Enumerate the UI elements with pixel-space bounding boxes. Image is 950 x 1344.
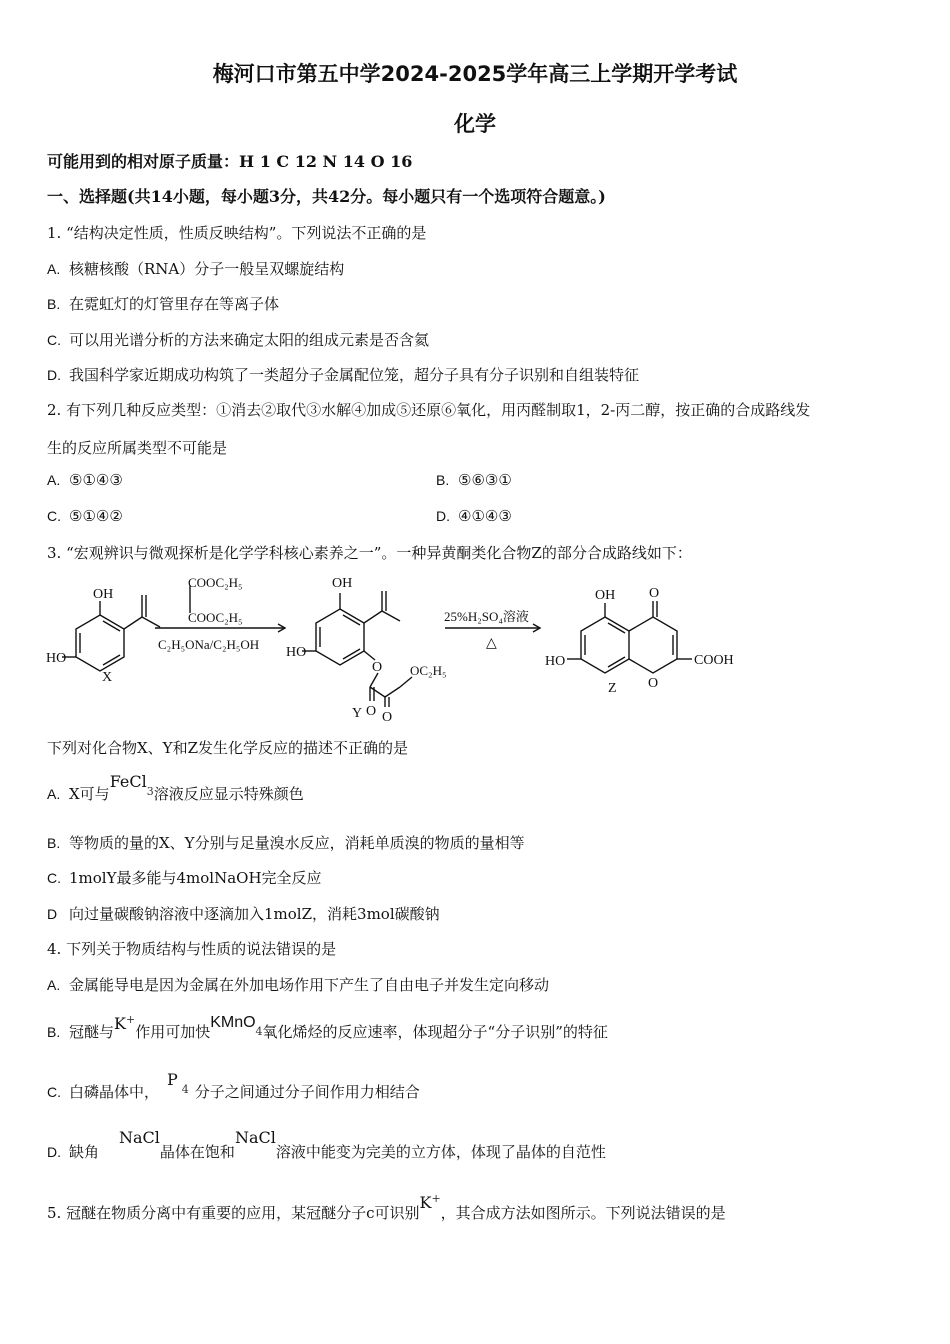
q4-option-a: A. 金属能导电是因为金属在外加电场作用下产生了自由电子并发生定向移动 xyxy=(47,976,550,994)
z-pyrone-ring xyxy=(629,617,677,673)
q3-question: 下列对化合物X、Y和Z发生化学反应的描述不正确的是 xyxy=(47,739,409,757)
y-benzene-ring xyxy=(316,609,364,665)
reagent-base: C₂H₅ONa/C₂H₅OH xyxy=(158,637,260,652)
z-oh-label: OH xyxy=(595,588,616,603)
x-compound-label: X xyxy=(102,670,113,685)
y-oet-label: OC₂H₅ xyxy=(410,663,447,678)
reagent-sulfuric-acid: 25%H₂SO₄溶液 xyxy=(444,609,529,624)
x-oh-label: OH xyxy=(93,587,114,602)
q4-option-b: B. 冠醚与K+作用可加快KMnO4氧化烯烃的反应速率，体现超分子“分子识别”的特征 xyxy=(47,1013,608,1041)
q2-stem-line1: 2. 有下列几种反应类型：①消去②取代③水解④加成⑤还原⑥氧化，用丙醛制取1，2-丙二醇，按正确的合成路线发 xyxy=(47,401,811,419)
q5-stem: 5. 冠醚在物质分离中有重要的应用，某冠醚分子c可识别K+，其合成方法如图所示。下列说法错误的是 xyxy=(47,1192,726,1222)
q1-option-d: D. 我国科学家近期成功构筑了一类超分子金属配位笼，超分子具有分子识别和自组装特征 xyxy=(47,366,640,384)
q4-option-d: D. 缺角NaCl晶体在饱和NaCl溶液中能变为完美的立方体，体现了晶体的自范性 xyxy=(47,1128,606,1161)
z-benzene-ring xyxy=(581,617,629,673)
y-ether-o-label: O xyxy=(372,660,383,675)
section-heading: 一、选择题(共14小题，每小题3分，共42分。每小题只有一个选项符合题意。) xyxy=(47,187,606,206)
q3-option-d: D 向过量碳酸钠溶液中逐滴加入1molZ，消耗3mol碳酸钠 xyxy=(47,905,440,923)
y-carbonyl-o-1: O xyxy=(366,704,377,719)
q3-stem: 3. “宏观辨识与微观探析是化学学科核心素养之一”。一种异黄酮类化合物Z的部分合成路线如下： xyxy=(47,544,692,562)
q1-option-c: C. 可以用光谱分析的方法来确定太阳的组成元素是否含氦 xyxy=(47,331,430,349)
page-title: 梅河口市第五中学2024-2025学年高三上学期开学考试 xyxy=(212,62,738,86)
subject-title: 化学 xyxy=(454,112,496,136)
q3-option-b: B. 等物质的量的X、Y分别与足量溴水反应，消耗单质溴的物质的量相等 xyxy=(47,834,525,852)
y-compound-label: Y xyxy=(352,706,363,721)
z-compound-label: Z xyxy=(608,681,617,696)
q2-option-b: B. ⑤⑥③① xyxy=(436,471,512,489)
q2-stem-line2: 生的反应所属类型不可能是 xyxy=(47,439,228,457)
q4-option-c: C. 白磷晶体中，$P^4$ 分子之间通过分子间作用力相结合 xyxy=(47,1070,420,1101)
reagent-diethyl-oxalate-2: COOC₂H₅ xyxy=(188,610,243,625)
synthesis-scheme xyxy=(40,565,920,725)
atomic-masses: 可能用到的相对原子质量：H 1 C 12 N 14 O 16 xyxy=(47,152,413,171)
z-ring-o-label: O xyxy=(648,676,659,691)
z-cooh-label: COOH xyxy=(694,653,734,668)
z-carbonyl-o-label: O xyxy=(649,586,660,601)
y-oh-label: OH xyxy=(332,576,353,591)
y-carbonyl-o-2: O xyxy=(382,710,393,725)
z-ho-label: HO xyxy=(545,654,566,669)
q2-option-d: D. ④①④③ xyxy=(436,507,512,525)
q1-stem: 1. “结构决定性质，性质反映结构”。下列说法不正确的是 xyxy=(47,224,427,242)
reagent-heat: △ xyxy=(486,636,497,651)
y-ho-label: HO xyxy=(286,645,307,660)
q4-stem: 4. 下列关于物质结构与性质的说法错误的是 xyxy=(47,940,337,958)
reagent-diethyl-oxalate-1: COOC₂H₅ xyxy=(188,575,243,590)
x-benzene-ring xyxy=(76,615,124,671)
q1-option-b: B. 在霓虹灯的灯管里存在等离子体 xyxy=(47,295,280,313)
q2-option-c: C. ⑤①④② xyxy=(47,507,123,525)
q3-option-c: C. 1molY最多能与4molNaOH完全反应 xyxy=(47,869,322,887)
q3-option-a: A. X可与FeCl$^3$溶液反应显示特殊颜色 xyxy=(47,772,304,803)
q2-option-a: A. ⑤①④③ xyxy=(47,471,123,489)
x-ho-label: HO xyxy=(46,651,67,666)
q1-option-a: A. 核糖核酸（RNA）分子一般呈双螺旋结构 xyxy=(47,260,345,278)
